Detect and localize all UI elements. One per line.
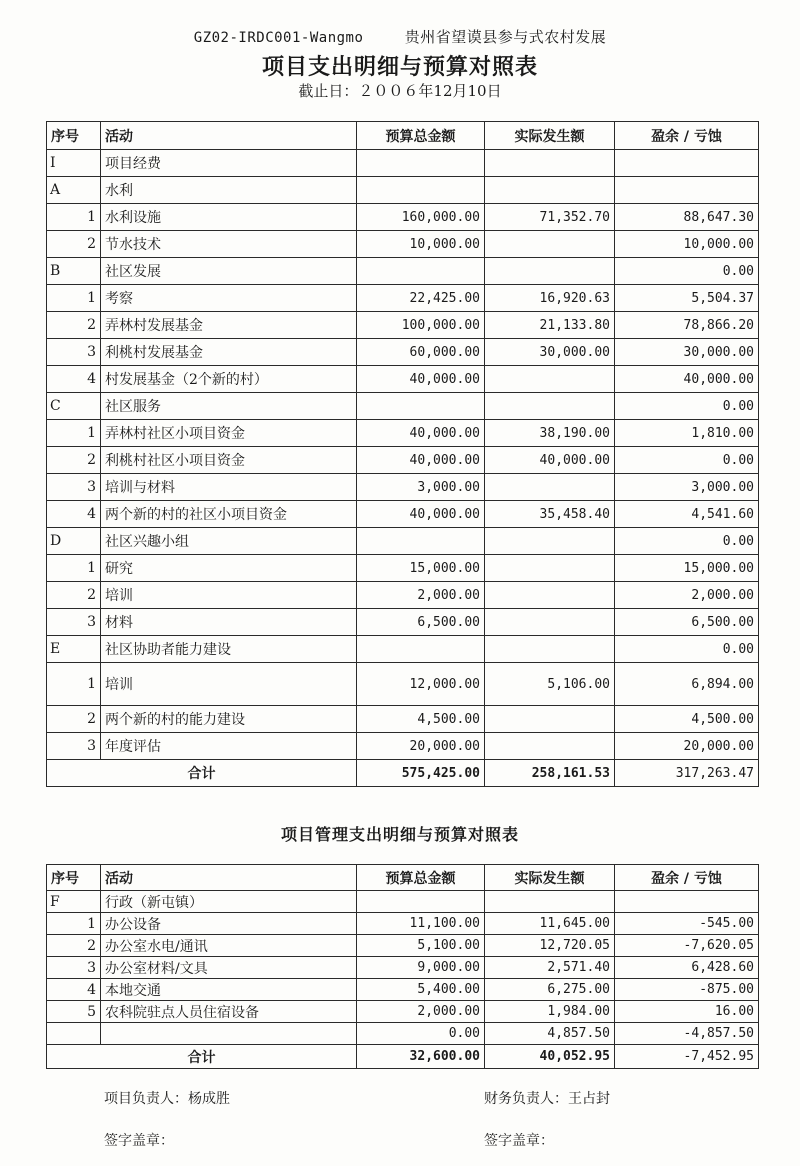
table-row — [47, 150, 759, 177]
cutoff-date: 截止日：２００６年12月10日 — [298, 82, 502, 100]
row-activity — [101, 1023, 357, 1045]
table-row — [47, 177, 759, 204]
total-balance: 317,263.47 — [615, 760, 759, 787]
row-budget: 15,000.00 — [357, 555, 485, 582]
row-activity: 社区兴趣小组 — [101, 528, 357, 555]
row-balance — [615, 891, 759, 913]
row-seq: 2 — [47, 706, 101, 733]
row-budget — [357, 150, 485, 177]
row-actual: 1,984.00 — [485, 1001, 615, 1023]
total-budget: 575,425.00 — [357, 760, 485, 787]
row-balance: 78,866.20 — [615, 312, 759, 339]
row-balance: 16.00 — [615, 1001, 759, 1023]
row-balance: 3,000.00 — [615, 474, 759, 501]
row-actual: 11,645.00 — [485, 913, 615, 935]
row-seq: 4 — [47, 979, 101, 1001]
row-seq: 4 — [47, 366, 101, 393]
row-seq: 1 — [47, 204, 101, 231]
row-balance: 4,500.00 — [615, 706, 759, 733]
row-budget: 60,000.00 — [357, 339, 485, 366]
table-row — [47, 501, 759, 528]
row-budget: 40,000.00 — [357, 366, 485, 393]
row-actual — [485, 636, 615, 663]
row-activity: 研究 — [101, 555, 357, 582]
row-seq: A — [47, 177, 101, 204]
row-actual — [485, 706, 615, 733]
table-row — [47, 258, 759, 285]
total-row — [47, 1045, 759, 1069]
row-actual — [485, 150, 615, 177]
header-line — [0, 26, 800, 47]
row-activity: 培训 — [101, 663, 357, 706]
row-activity: 年度评估 — [101, 733, 357, 760]
row-budget: 20,000.00 — [357, 733, 485, 760]
row-balance: 40,000.00 — [615, 366, 759, 393]
row-activity: 村发展基金（2个新的村） — [101, 366, 357, 393]
row-actual — [485, 474, 615, 501]
table-row — [47, 957, 759, 979]
table-body — [47, 150, 759, 760]
row-budget — [357, 258, 485, 285]
row-budget: 100,000.00 — [357, 312, 485, 339]
row-activity: 材料 — [101, 609, 357, 636]
row-actual — [485, 609, 615, 636]
row-seq: 4 — [47, 501, 101, 528]
row-budget: 40,000.00 — [357, 447, 485, 474]
row-seq: 2 — [47, 935, 101, 957]
table-row — [47, 891, 759, 913]
row-seq: 2 — [47, 582, 101, 609]
row-seq: 3 — [47, 339, 101, 366]
table-row — [47, 420, 759, 447]
row-actual — [485, 555, 615, 582]
row-seq: 1 — [47, 420, 101, 447]
row-actual: 5,106.00 — [485, 663, 615, 706]
row-activity: 考察 — [101, 285, 357, 312]
table-row — [47, 609, 759, 636]
row-actual — [485, 891, 615, 913]
row-balance: 6,500.00 — [615, 609, 759, 636]
row-activity: 节水技术 — [101, 231, 357, 258]
row-balance: -4,857.50 — [615, 1023, 759, 1045]
row-activity: 农科院驻点人员住宿设备 — [101, 1001, 357, 1023]
total-label: 合计 — [47, 760, 357, 787]
row-balance: 30,000.00 — [615, 339, 759, 366]
row-balance: 15,000.00 — [615, 555, 759, 582]
row-actual: 38,190.00 — [485, 420, 615, 447]
row-seq: 1 — [47, 555, 101, 582]
project-code: GZ02-IRDC001-Wangmo — [193, 30, 364, 46]
row-budget: 160,000.00 — [357, 204, 485, 231]
table-body — [47, 891, 759, 1045]
row-budget — [357, 891, 485, 913]
col-header-balance: 盈余 / 亏蚀 — [615, 865, 759, 891]
table-row — [47, 528, 759, 555]
row-seq: E — [47, 636, 101, 663]
table-row — [47, 935, 759, 957]
table-row — [47, 733, 759, 760]
table-row — [47, 636, 759, 663]
row-actual — [485, 231, 615, 258]
row-budget: 2,000.00 — [357, 582, 485, 609]
row-seq: 2 — [47, 312, 101, 339]
row-budget — [357, 177, 485, 204]
row-activity: 社区发展 — [101, 258, 357, 285]
row-budget: 4,500.00 — [357, 706, 485, 733]
row-budget: 3,000.00 — [357, 474, 485, 501]
row-balance: 0.00 — [615, 258, 759, 285]
row-actual: 21,133.80 — [485, 312, 615, 339]
row-balance: 6,428.60 — [615, 957, 759, 979]
row-seq: 3 — [47, 733, 101, 760]
row-seq: 5 — [47, 1001, 101, 1023]
row-activity: 培训与材料 — [101, 474, 357, 501]
row-activity: 弄林村社区小项目资金 — [101, 420, 357, 447]
table-row — [47, 366, 759, 393]
row-balance: 10,000.00 — [615, 231, 759, 258]
row-activity: 办公室水电/通讯 — [101, 935, 357, 957]
col-header-actual: 实际发生额 — [485, 122, 615, 150]
row-actual — [485, 393, 615, 420]
row-balance: -7,620.05 — [615, 935, 759, 957]
row-actual: 4,857.50 — [485, 1023, 615, 1045]
table-row — [47, 913, 759, 935]
row-budget: 22,425.00 — [357, 285, 485, 312]
row-seq: 3 — [47, 957, 101, 979]
organization-name: 贵州省望谟县参与式农村发展 — [404, 28, 607, 46]
total-actual: 40,052.95 — [485, 1045, 615, 1069]
row-seq: 3 — [47, 609, 101, 636]
col-header-activity: 活动 — [101, 122, 357, 150]
row-budget: 5,400.00 — [357, 979, 485, 1001]
row-balance: 1,810.00 — [615, 420, 759, 447]
project-lead: 项目负责人：杨成胜 — [104, 1091, 230, 1107]
row-balance — [615, 177, 759, 204]
row-actual — [485, 366, 615, 393]
row-seq: C — [47, 393, 101, 420]
row-actual — [485, 733, 615, 760]
row-balance: 0.00 — [615, 636, 759, 663]
management-table-title: 项目管理支出明细与预算对照表 — [280, 825, 519, 844]
row-activity: 本地交通 — [101, 979, 357, 1001]
table-row — [47, 447, 759, 474]
row-activity: 两个新的村的能力建设 — [101, 706, 357, 733]
row-activity: 社区服务 — [101, 393, 357, 420]
table-row — [47, 285, 759, 312]
row-balance — [615, 150, 759, 177]
table-row — [47, 582, 759, 609]
row-balance: 6,894.00 — [615, 663, 759, 706]
total-budget: 32,600.00 — [357, 1045, 485, 1069]
row-balance: -875.00 — [615, 979, 759, 1001]
row-actual: 71,352.70 — [485, 204, 615, 231]
row-seq: 3 — [47, 474, 101, 501]
row-balance: 88,647.30 — [615, 204, 759, 231]
row-activity: 办公室材料/文具 — [101, 957, 357, 979]
row-balance: 4,541.60 — [615, 501, 759, 528]
table-row — [47, 1001, 759, 1023]
row-seq: 1 — [47, 663, 101, 706]
row-seq: D — [47, 528, 101, 555]
row-seq: 2 — [47, 447, 101, 474]
row-seq: F — [47, 891, 101, 913]
row-activity: 水利 — [101, 177, 357, 204]
row-seq: I — [47, 150, 101, 177]
row-actual: 16,920.63 — [485, 285, 615, 312]
row-activity: 行政（新屯镇） — [101, 891, 357, 913]
table-header-row — [47, 122, 759, 150]
row-actual: 35,458.40 — [485, 501, 615, 528]
row-budget — [357, 636, 485, 663]
row-balance: 2,000.00 — [615, 582, 759, 609]
row-budget: 10,000.00 — [357, 231, 485, 258]
row-seq: B — [47, 258, 101, 285]
table-row — [47, 663, 759, 706]
col-header-activity: 活动 — [101, 865, 357, 891]
table-row — [47, 204, 759, 231]
col-header-actual: 实际发生额 — [485, 865, 615, 891]
row-activity: 项目经费 — [101, 150, 357, 177]
table-row — [47, 231, 759, 258]
total-balance: -7,452.95 — [615, 1045, 759, 1069]
row-seq: 1 — [47, 913, 101, 935]
row-budget: 0.00 — [357, 1023, 485, 1045]
total-label: 合计 — [47, 1045, 357, 1069]
table-row — [47, 979, 759, 1001]
row-balance: 0.00 — [615, 447, 759, 474]
row-actual: 30,000.00 — [485, 339, 615, 366]
col-header-budget: 预算总金额 — [357, 865, 485, 891]
table-row — [47, 1023, 759, 1045]
row-activity: 利桃村社区小项目资金 — [101, 447, 357, 474]
table-header-row — [47, 865, 759, 891]
row-balance: -545.00 — [615, 913, 759, 935]
row-budget: 9,000.00 — [357, 957, 485, 979]
col-header-seq: 序号 — [47, 122, 101, 150]
row-actual — [485, 528, 615, 555]
row-seq: 1 — [47, 285, 101, 312]
row-actual: 12,720.05 — [485, 935, 615, 957]
row-budget — [357, 528, 485, 555]
expense-budget-table — [46, 121, 759, 787]
row-actual: 6,275.00 — [485, 979, 615, 1001]
row-actual — [485, 258, 615, 285]
row-seq — [47, 1023, 101, 1045]
row-budget — [357, 393, 485, 420]
table-row — [47, 706, 759, 733]
total-actual: 258,161.53 — [485, 760, 615, 787]
row-activity: 利桃村发展基金 — [101, 339, 357, 366]
management-expense-table — [46, 864, 759, 1069]
row-balance: 0.00 — [615, 528, 759, 555]
row-budget: 5,100.00 — [357, 935, 485, 957]
row-actual — [485, 582, 615, 609]
row-budget: 6,500.00 — [357, 609, 485, 636]
row-activity: 办公设备 — [101, 913, 357, 935]
row-balance: 5,504.37 — [615, 285, 759, 312]
row-actual: 2,571.40 — [485, 957, 615, 979]
row-actual: 40,000.00 — [485, 447, 615, 474]
table-row — [47, 393, 759, 420]
col-header-seq: 序号 — [47, 865, 101, 891]
row-budget: 12,000.00 — [357, 663, 485, 706]
row-balance: 20,000.00 — [615, 733, 759, 760]
table-row — [47, 474, 759, 501]
row-balance: 0.00 — [615, 393, 759, 420]
signature-seal-right: 签字盖章： — [484, 1133, 554, 1149]
row-activity: 培训 — [101, 582, 357, 609]
document-title: 项目支出明细与预算对照表 — [261, 54, 538, 80]
table-row — [47, 339, 759, 366]
row-budget: 2,000.00 — [357, 1001, 485, 1023]
table-row — [47, 312, 759, 339]
total-row — [47, 760, 759, 787]
row-activity: 两个新的村的社区小项目资金 — [101, 501, 357, 528]
row-seq: 2 — [47, 231, 101, 258]
row-budget: 40,000.00 — [357, 501, 485, 528]
row-activity: 社区协助者能力建设 — [101, 636, 357, 663]
col-header-balance: 盈余 / 亏蚀 — [615, 122, 759, 150]
row-activity: 弄林村发展基金 — [101, 312, 357, 339]
signature-seal-left: 签字盖章： — [104, 1133, 174, 1149]
table-row — [47, 555, 759, 582]
row-budget: 11,100.00 — [357, 913, 485, 935]
finance-lead: 财务负责人：王占封 — [484, 1091, 610, 1107]
row-actual — [485, 177, 615, 204]
row-budget: 40,000.00 — [357, 420, 485, 447]
row-activity: 水利设施 — [101, 204, 357, 231]
col-header-budget: 预算总金额 — [357, 122, 485, 150]
